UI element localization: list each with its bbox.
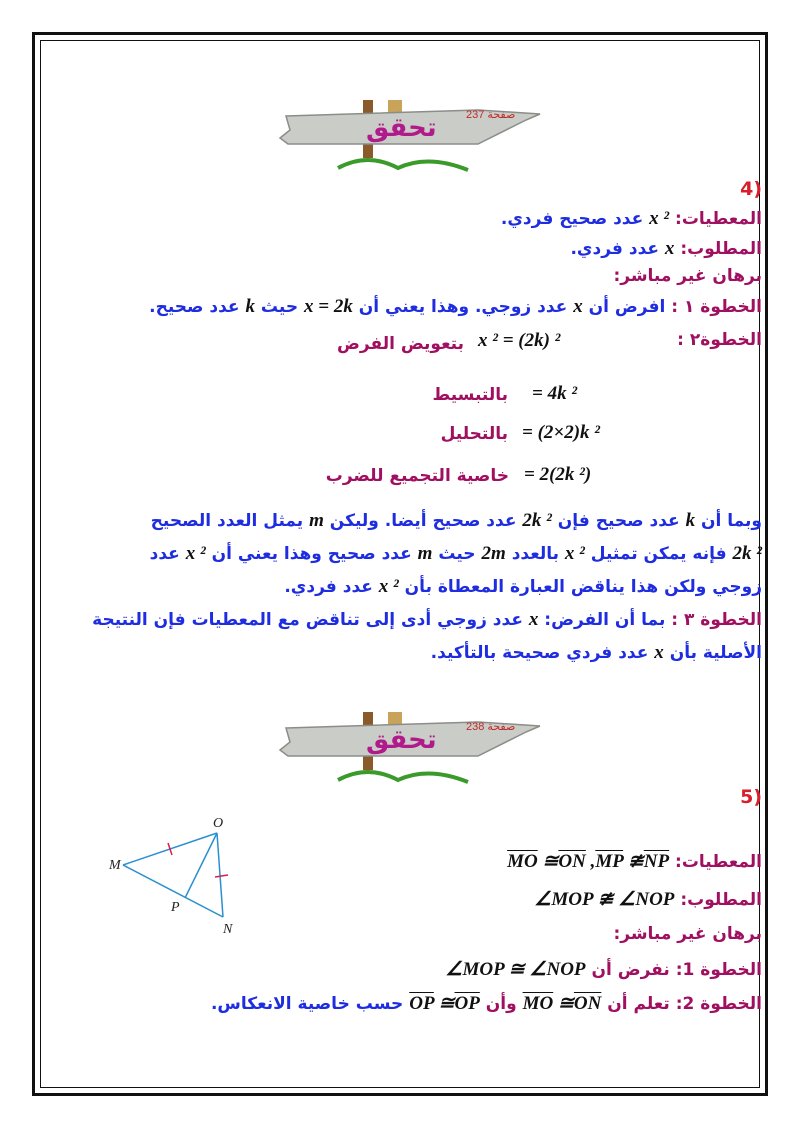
side-ON — [217, 833, 223, 917]
problem-number-5: (5 — [740, 786, 762, 808]
vertex-N-label: N — [223, 922, 233, 935]
vertex-M-label: M — [109, 858, 121, 873]
eq-row-1-reason: بتعويض الفرض — [337, 334, 464, 354]
step3-line-2: الأصلية بأن x عدد فردي صحيحة بالتأكيد. — [430, 642, 762, 663]
vertex-O-label: O — [213, 816, 224, 831]
step3-line-1: الخطوة ٣ : بما أن الفرض: x عدد زوجي أدى إلى تناقض مع المعطيات فإن النتيجة — [92, 609, 762, 630]
step1-text-d: عدد صحيح. — [149, 297, 240, 317]
required-label: المطلوب: — [680, 239, 762, 259]
given-line-5 — [507, 850, 762, 873]
step2-label-5: الخطوة 2: — [675, 994, 762, 1014]
given-line — [501, 208, 762, 230]
eq-row-4-reason: خاصية التجميع للضرب — [325, 466, 509, 486]
eq-row-2-reason: بالتبسيط — [432, 385, 508, 405]
step1-equation: x = 2k — [304, 296, 353, 317]
vertex-P-label: P — [171, 900, 180, 915]
step3-label: الخطوة ٣ : — [671, 610, 762, 630]
triangle-diagram — [105, 815, 245, 935]
tick-mark-ON — [215, 875, 228, 877]
given-label-5: المعطيات: — [675, 852, 762, 872]
grass-icon — [338, 772, 468, 782]
eq-row-3-math: = (2×2)k ² — [522, 422, 601, 443]
check-sign-illustration-2 — [278, 708, 548, 788]
para-line-2: 2k ² فإنه يمكن تمثيل x ² بالعدد 2m حيث m عدد صحيح وهذا يعني أن x ² عدد — [149, 543, 762, 564]
eq-row-3-reason: بالتحليل — [440, 424, 508, 444]
required-line — [570, 238, 762, 260]
step1-label-5: الخطوة 1: — [675, 960, 762, 980]
step1-text-a: افرض أن — [588, 297, 666, 317]
step1-label: الخطوة ١ : — [671, 297, 762, 317]
step1-line — [149, 296, 762, 318]
indirect-proof-heading-5: برهان غير مباشر: — [613, 924, 762, 944]
required-label-5: المطلوب: — [680, 890, 762, 910]
required-text: عدد فردي. — [570, 239, 659, 259]
given-text: عدد صحيح فردي. — [500, 209, 644, 229]
step1-text-b: عدد زوجي. وهذا يعني أن — [358, 297, 568, 317]
para-line-3: زوجي ولكن هذا يناقض العبارة المعطاة بأن x ² عدد فردي. — [284, 576, 762, 597]
step1-line-5: الخطوة 1: نفرض أن ∠MOP ≅ ∠NOP — [445, 959, 762, 980]
page-reference-2: صفحة 238 — [466, 721, 516, 733]
given-math-5: $\overline{MO}$ $≅\overline{ON}$ $,\overline{MP}$ $≇\overline{NP}$ — [507, 851, 670, 872]
sign-word-2: تحقق — [366, 725, 437, 755]
step2-label: الخطوة٢ : — [677, 330, 762, 350]
given-math: x ² — [649, 208, 670, 229]
eq-row-4-math: = 2(2k ²) — [524, 464, 592, 485]
given-label: المعطيات: — [675, 209, 762, 229]
indirect-proof-heading: برهان غير مباشر: — [613, 266, 762, 286]
required-line-5 — [534, 888, 762, 911]
step1-text-c: حيث — [260, 297, 299, 317]
grass-icon — [338, 160, 468, 170]
eq-row-1-math: x ² = (2k) ² — [478, 330, 561, 351]
problem-number-4: (4 — [740, 178, 762, 200]
sign-word: تحقق — [366, 113, 437, 143]
check-sign-illustration — [278, 96, 548, 176]
step1-x: x — [573, 296, 583, 317]
page-reference: صفحة 237 — [466, 109, 516, 121]
step1-k: k — [245, 296, 255, 317]
step2-line-5: الخطوة 2: تعلم أن $\overline{MO}$ $≅\overline{ON}$ وأن $\overline{OP}$ $≅\overline{OP}$ حسب خاصية الانعكاس. — [210, 993, 762, 1014]
required-math-5: ∠MOP ≇ ∠NOP — [534, 889, 675, 910]
eq-row-2-math: = 4k ² — [532, 383, 578, 404]
step2-label-row — [677, 330, 762, 350]
required-math: x — [664, 238, 675, 259]
para-line-1: وبما أن k عدد صحيح فإن 2k ² عدد صحيح أيضا. وليكن m يمثل العدد الصحيح — [150, 510, 762, 531]
